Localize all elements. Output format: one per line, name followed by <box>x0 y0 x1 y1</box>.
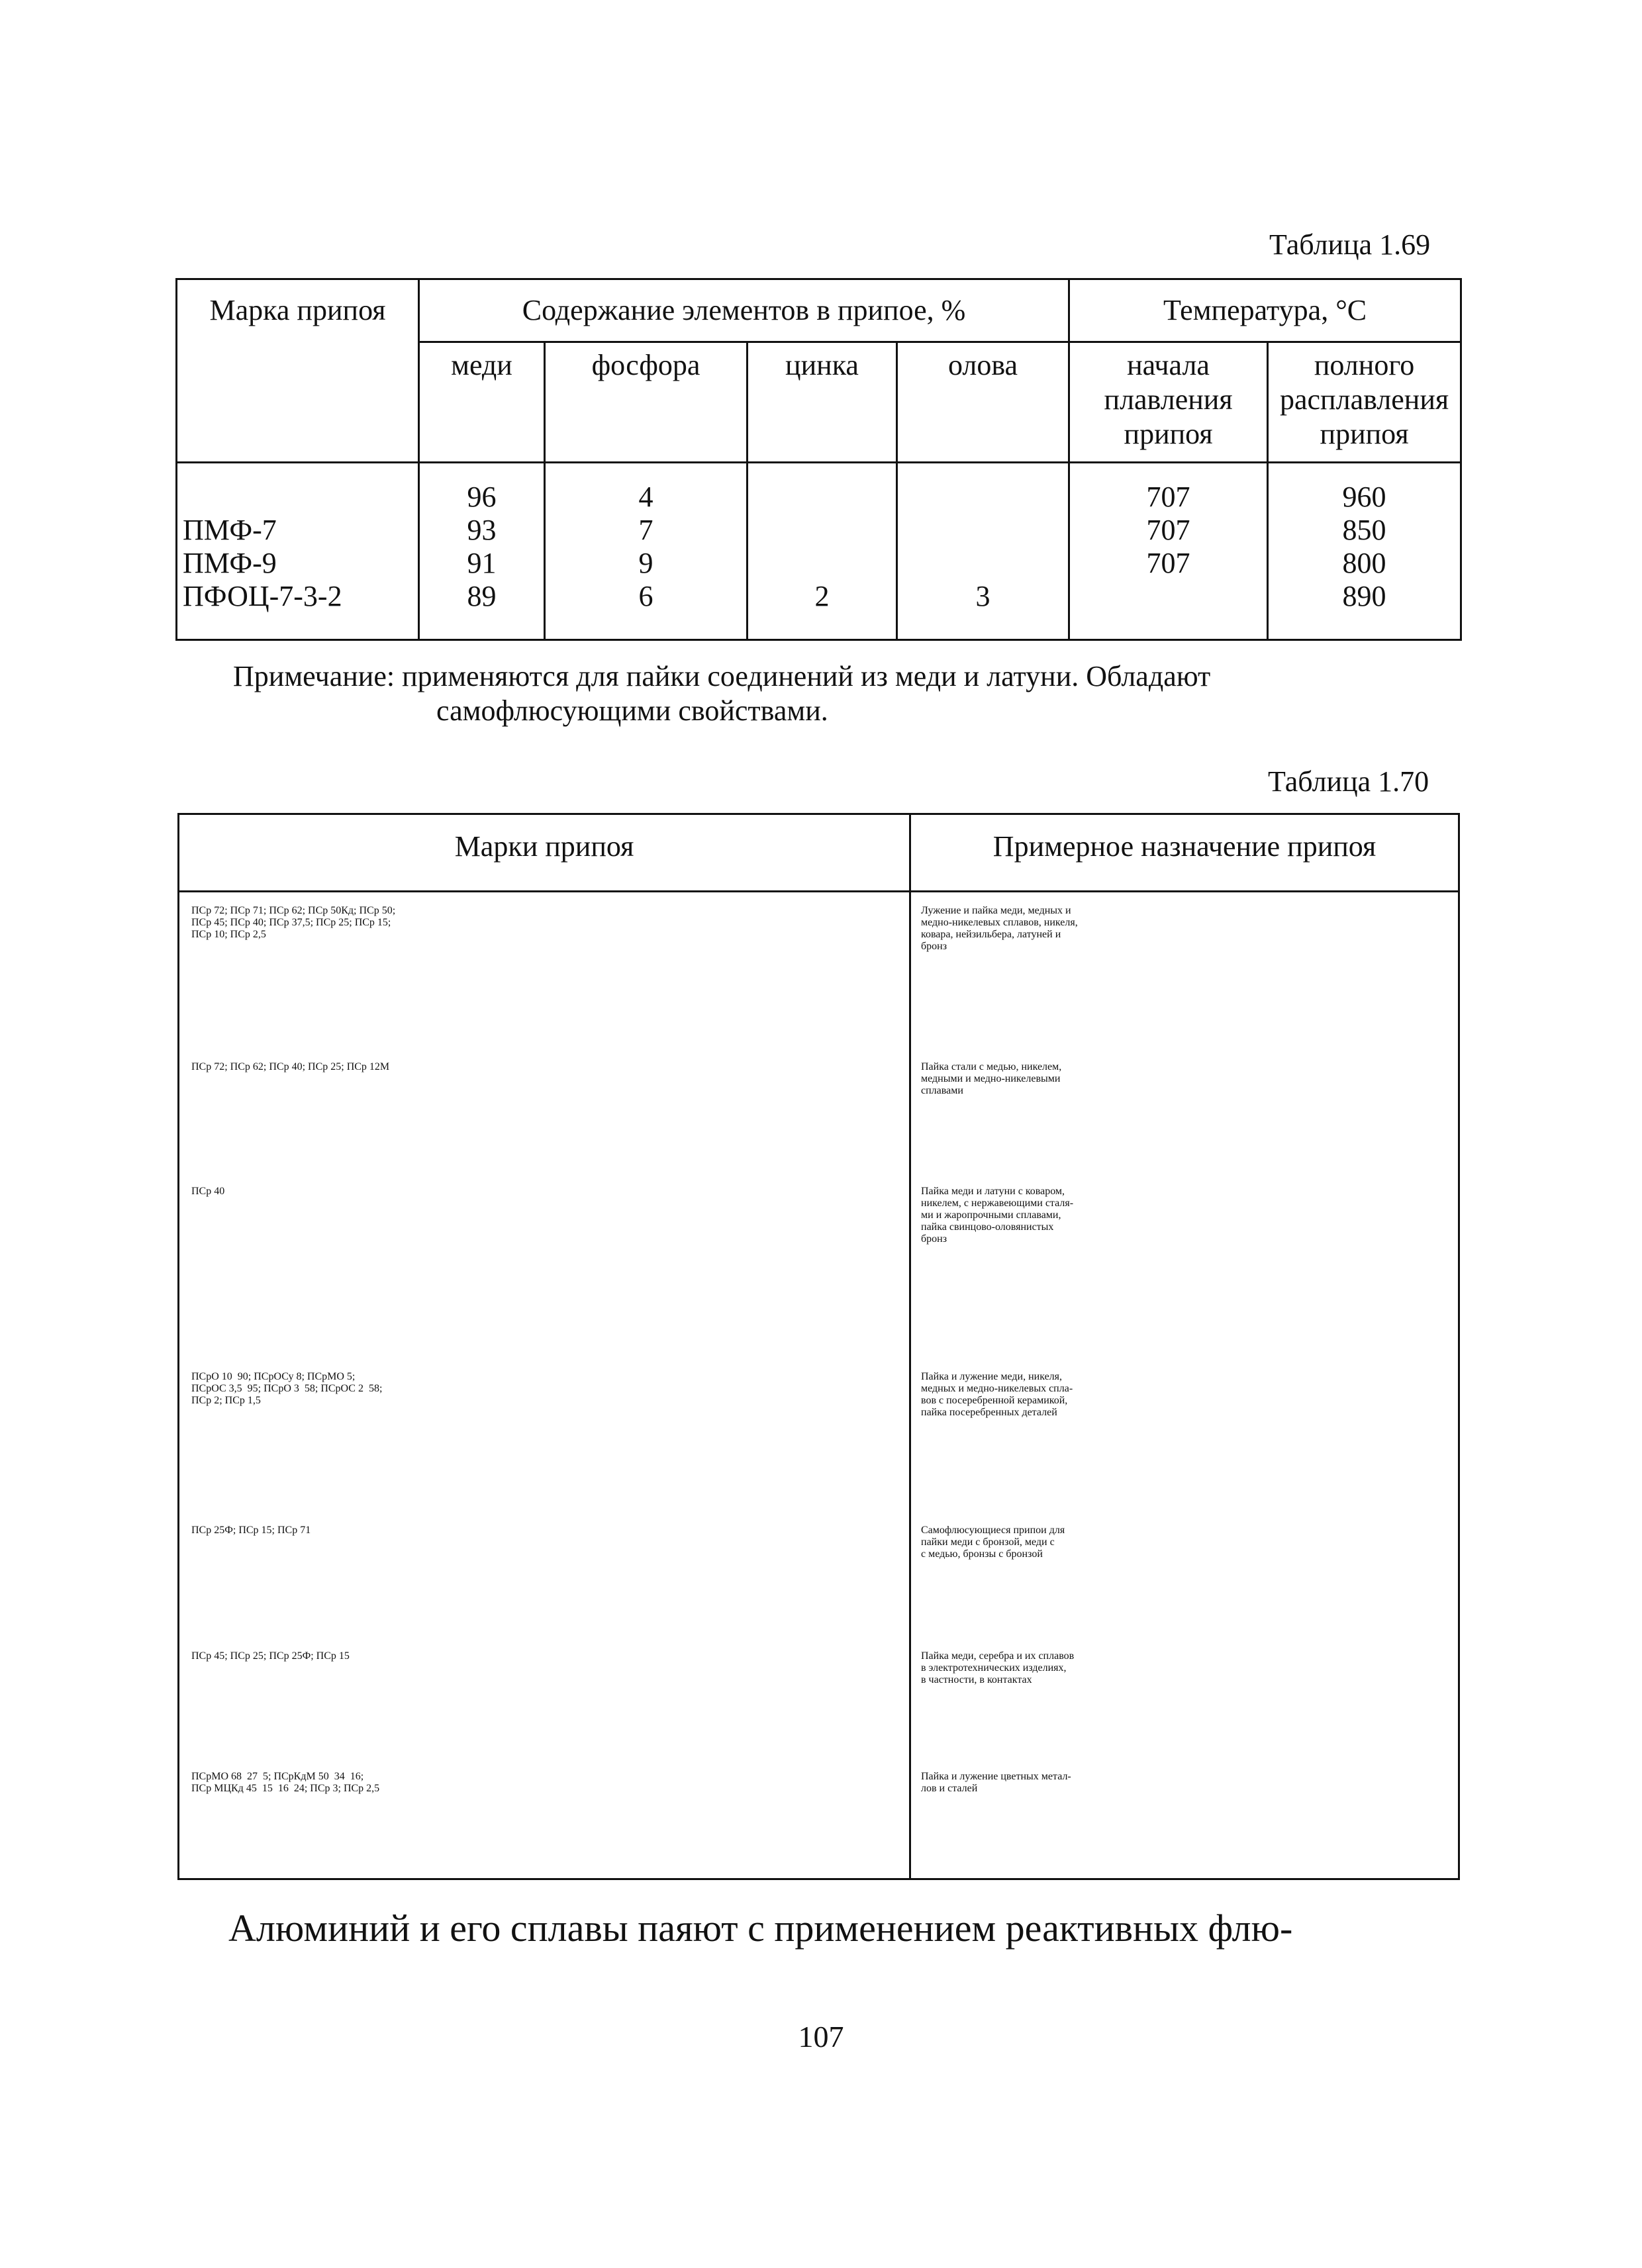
table-169-note <box>233 659 1465 728</box>
tin-row-4: 3 <box>975 580 990 612</box>
temp-start-row-4 <box>1070 580 1267 613</box>
temp-start-row-1: 707 <box>1146 481 1190 513</box>
purpose-row-4-line-2: медных и медно-никелевых спла- <box>921 1383 1073 1394</box>
temp-full-row-3: 800 <box>1342 547 1386 579</box>
copper-row-2: 93 <box>467 514 497 546</box>
tin-row-1 <box>898 481 1068 514</box>
table-170-caption: Таблица 1.70 <box>1268 765 1429 798</box>
purpose-row-7 <box>921 1771 1459 1795</box>
purpose-row-6-line-1: Пайка меди, серебра и их сплавов <box>921 1650 1075 1662</box>
tin-row-3 <box>898 547 1068 580</box>
purpose-row-4-line-4: пайка посеребренных деталей <box>921 1407 1057 1418</box>
purpose-row-6-line-3: в частности, в контактах <box>921 1674 1032 1685</box>
purpose-row-2-line-2: медными и медно-никелевыми <box>921 1073 1061 1084</box>
marks-row-2-line-1: ПСр 72; ПСр 62; ПСр 40; ПСр 25; ПСр 12М <box>191 1061 390 1072</box>
header-temp-start: начала плавления припоя <box>1069 342 1268 463</box>
purpose-row-3-line-2: никелем, с нержавеющими сталя- <box>921 1198 1074 1209</box>
note-line-1: применяются для пайки соединений из меди и латуни. Обладают <box>402 660 1211 692</box>
temp-start-row-3: 707 <box>1146 547 1190 579</box>
purpose-row-2-line-3: сплавами <box>921 1085 963 1096</box>
phosphorus-row-3: 9 <box>638 547 653 579</box>
purpose-row-4-line-1: Пайка и лужение меди, никеля, <box>921 1371 1063 1382</box>
phosphorus-row-2: 7 <box>638 514 653 546</box>
table-170-divider <box>909 815 911 1878</box>
marks-row-2 <box>191 1061 900 1073</box>
header-zinc: цинка <box>748 342 897 463</box>
marks-row-5-line-1: ПСр 25Ф; ПСр 15; ПСр 71 <box>191 1525 311 1536</box>
header-tin: олова <box>897 342 1069 463</box>
purpose-row-1-line-2: медно-никелевых сплавов, никеля, <box>921 917 1078 928</box>
zinc-column <box>748 463 897 640</box>
purpose-row-3-line-5: бронз <box>921 1233 947 1245</box>
marks-row-1 <box>191 905 900 941</box>
purpose-row-5-line-1: Самофлюсующиеся припои для <box>921 1525 1065 1536</box>
brand-column <box>177 463 419 640</box>
purpose-row-2 <box>921 1061 1459 1097</box>
phosphorus-row-1: 4 <box>638 481 653 513</box>
table-170-header-rule <box>179 890 1458 892</box>
phosphorus-column <box>545 463 748 640</box>
copper-row-3: 91 <box>467 547 497 579</box>
header-copper: меди <box>419 342 545 463</box>
marks-row-3 <box>191 1186 900 1198</box>
marks-row-6 <box>191 1650 900 1662</box>
note-line-2: самофлюсующими свойствами. <box>436 694 828 727</box>
brand-row-2: ПМФ-7 <box>183 514 277 546</box>
marks-row-4-line-2: ПСрОС 3,5 95; ПСрО 3 58; ПСрОС 2 58; <box>191 1383 383 1394</box>
zinc-row-2 <box>748 514 896 547</box>
copper-column <box>419 463 545 640</box>
marks-row-5 <box>191 1525 900 1536</box>
note-label: Примечание: <box>233 660 395 692</box>
brand-row-4: ПФОЦ-7-3-2 <box>183 580 342 612</box>
header-temp-full: полного расплавления припоя <box>1268 342 1461 463</box>
purpose-row-5-line-2: пайки меди с бронзой, меди с <box>921 1536 1055 1548</box>
marks-row-1-line-1: ПСр 72; ПСр 71; ПСр 62; ПСр 50Кд; ПСр 50; <box>191 905 396 916</box>
purpose-row-1-line-4: бронз <box>921 941 947 952</box>
marks-row-7 <box>191 1771 900 1795</box>
temp-full-row-4: 890 <box>1342 580 1386 612</box>
body-paragraph: Алюминий и его сплавы паяют с применением реактивных флю- <box>228 1907 1293 1950</box>
temp-start-row-2: 707 <box>1146 514 1190 546</box>
marks-row-4-line-1: ПСрО 10 90; ПСрОСу 8; ПСрМО 5; <box>191 1371 356 1382</box>
purpose-row-4-line-3: вов с посеребренной керамикой, <box>921 1395 1068 1406</box>
brand-row-1 <box>183 481 418 514</box>
purpose-row-4 <box>921 1371 1459 1419</box>
marks-row-7-line-2: ПСр МЦКд 45 15 16 24; ПСр 3; ПСр 2,5 <box>191 1783 380 1794</box>
purpose-row-6-line-2: в электротехнических изделиях, <box>921 1662 1067 1674</box>
temp-full-row-1: 960 <box>1342 481 1386 513</box>
tin-row-2 <box>898 514 1068 547</box>
purpose-row-6 <box>921 1650 1459 1686</box>
zinc-row-1 <box>748 481 896 514</box>
page-number: 107 <box>798 2020 844 2054</box>
purpose-row-3-line-1: Пайка меди и латуни с коваром, <box>921 1186 1065 1197</box>
temp-full-row-2: 850 <box>1342 514 1386 546</box>
table-170 <box>177 813 1460 1880</box>
marks-row-7-line-1: ПСрМО 68 27 5; ПСрКдМ 50 34 16; <box>191 1771 364 1782</box>
phosphorus-row-4: 6 <box>638 580 653 612</box>
marks-row-6-line-1: ПСр 45; ПСр 25; ПСр 25Ф; ПСр 15 <box>191 1650 350 1662</box>
table-169-caption: Таблица 1.69 <box>1269 228 1431 261</box>
purpose-row-1-line-3: ковара, нейзильбера, латуней и <box>921 929 1061 940</box>
purpose-row-5-line-3: с медью, бронзы с бронзой <box>921 1548 1043 1560</box>
header-purpose: Примерное назначение припоя <box>992 830 1376 863</box>
zinc-row-4: 2 <box>814 580 830 612</box>
marks-row-4-line-3: ПСр 2; ПСр 1,5 <box>191 1395 261 1406</box>
header-content-group: Содержание элементов в припое, % <box>419 279 1069 342</box>
purpose-row-1 <box>921 905 1459 953</box>
marks-row-4 <box>191 1371 900 1407</box>
brand-row-3: ПМФ-9 <box>183 547 277 579</box>
header-brand: Марка припоя <box>177 279 419 463</box>
purpose-row-3-line-3: ми и жаропрочными сплавами, <box>921 1209 1061 1221</box>
marks-row-3-line-1: ПСр 40 <box>191 1186 225 1197</box>
purpose-row-3-line-4: пайка свинцово-оловянистых <box>921 1221 1054 1233</box>
temp-start-column <box>1069 463 1268 640</box>
purpose-row-2-line-1: Пайка стали с медью, никелем, <box>921 1061 1062 1072</box>
marks-row-1-line-3: ПСр 10; ПСр 2,5 <box>191 929 266 940</box>
marks-row-1-line-2: ПСр 45; ПСр 40; ПСр 37,5; ПСр 25; ПСр 15; <box>191 917 391 928</box>
purpose-row-7-line-2: лов и сталей <box>921 1783 978 1794</box>
purpose-row-3 <box>921 1186 1459 1245</box>
purpose-row-5 <box>921 1525 1459 1560</box>
header-phosphorus: фосфора <box>545 342 748 463</box>
tin-column <box>897 463 1069 640</box>
copper-row-1: 96 <box>467 481 497 513</box>
header-temp-group: Температура, °С <box>1069 279 1461 342</box>
header-marks: Марки припоя <box>454 830 634 863</box>
table-169 <box>175 278 1462 641</box>
zinc-row-3 <box>748 547 896 580</box>
temp-full-column <box>1268 463 1461 640</box>
purpose-row-1-line-1: Лужение и пайка меди, медных и <box>921 905 1071 916</box>
copper-row-4: 89 <box>467 580 497 612</box>
purpose-row-7-line-1: Пайка и лужение цветных метал- <box>921 1771 1071 1782</box>
